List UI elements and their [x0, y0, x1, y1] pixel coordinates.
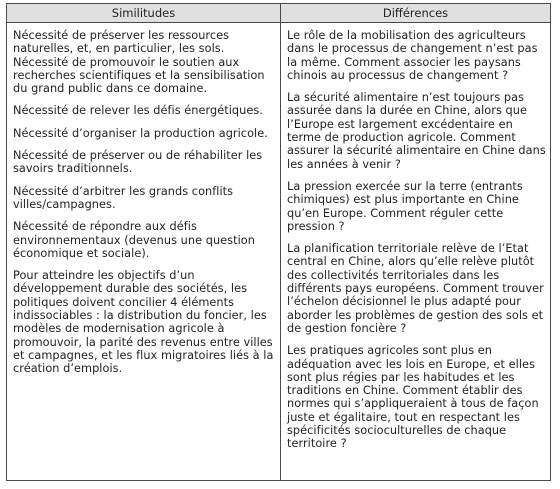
table-row: [7, 23, 551, 481]
header-differences: Différences: [281, 4, 551, 23]
similitude-item: Nécessité de répondre aux défis environnementaux (devenus une question économique et sociale).: [13, 220, 255, 260]
comparison-table-container: [6, 3, 550, 481]
similitude-item: Nécessité de relever les défis énergétiques.: [13, 104, 263, 118]
difference-item: Les pratiques agricoles sont plus en adéquation avec les lois en Europe, et elles sont plus régies par les habitudes et les traditions en Chine. Comment établir des normes qui s’appliqueraient à tous de façon juste et égalitaire, tout en respectant les spécificités socioculturelles de chaque territoire ?: [287, 344, 539, 451]
similitude-item: Nécessité d’arbitrer les grands conflits villes/campagnes.: [13, 184, 234, 211]
similitude-item: Nécessité de préserver les ressources naturelles, et, en particulier, les sols. Nécessité de promouvoir le soutien aux recherches scientifiques et la sensibilisation du grand public dans ce domaine.: [13, 29, 265, 96]
similitude-item: Nécessité de préserver ou de réhabiliter les savoirs traditionnels.: [13, 149, 263, 176]
difference-item: La pression exercée sur la terre (entrants chimiques) est plus importante en Chine qu’en Europe. Comment réguler cette pression ?: [287, 179, 523, 233]
comparison-table: [6, 3, 551, 481]
difference-item: La sécurité alimentaire n’est toujours pas assurée dans la durée en Chine, alors que l’Europe est largement excédentaire en terme de production agricole. Comment assurer la sécurité alimentaire en Chine dans les années à venir ?: [287, 91, 546, 171]
difference-item: Le rôle de la mobilisation des agriculteurs dans le processus de changement n’est pas la même. Comment associer les paysans chinois au processus de changement ?: [287, 29, 538, 82]
similitude-item: Nécessité d’organiser la production agricole.: [13, 126, 268, 140]
difference-item: La planification territoriale relève de l’Etat central en Chine, alors qu’elle relève plutôt des collectivités territoriales dans les différents pays européens. Comment trouver l’échelon décisionnel le plus adapté pour aborder les problèmes de gestion des sols et de gestion foncière ?: [287, 242, 544, 335]
similitudes-cell: [7, 23, 281, 481]
similitude-item: Pour atteindre les objectifs d’un développement durable des sociétés, les politiques doivent concilier 4 éléments indissociables : la distribution du foncier, les modèles de modernisation agricole à promouvoir, la parité des revenus entre villes et campagnes, et les flux migratoires liés à la création d’emplois.: [13, 269, 274, 376]
differences-cell: [281, 23, 551, 481]
table-header-row: [7, 4, 551, 23]
header-similitudes: Similitudes: [7, 4, 281, 23]
